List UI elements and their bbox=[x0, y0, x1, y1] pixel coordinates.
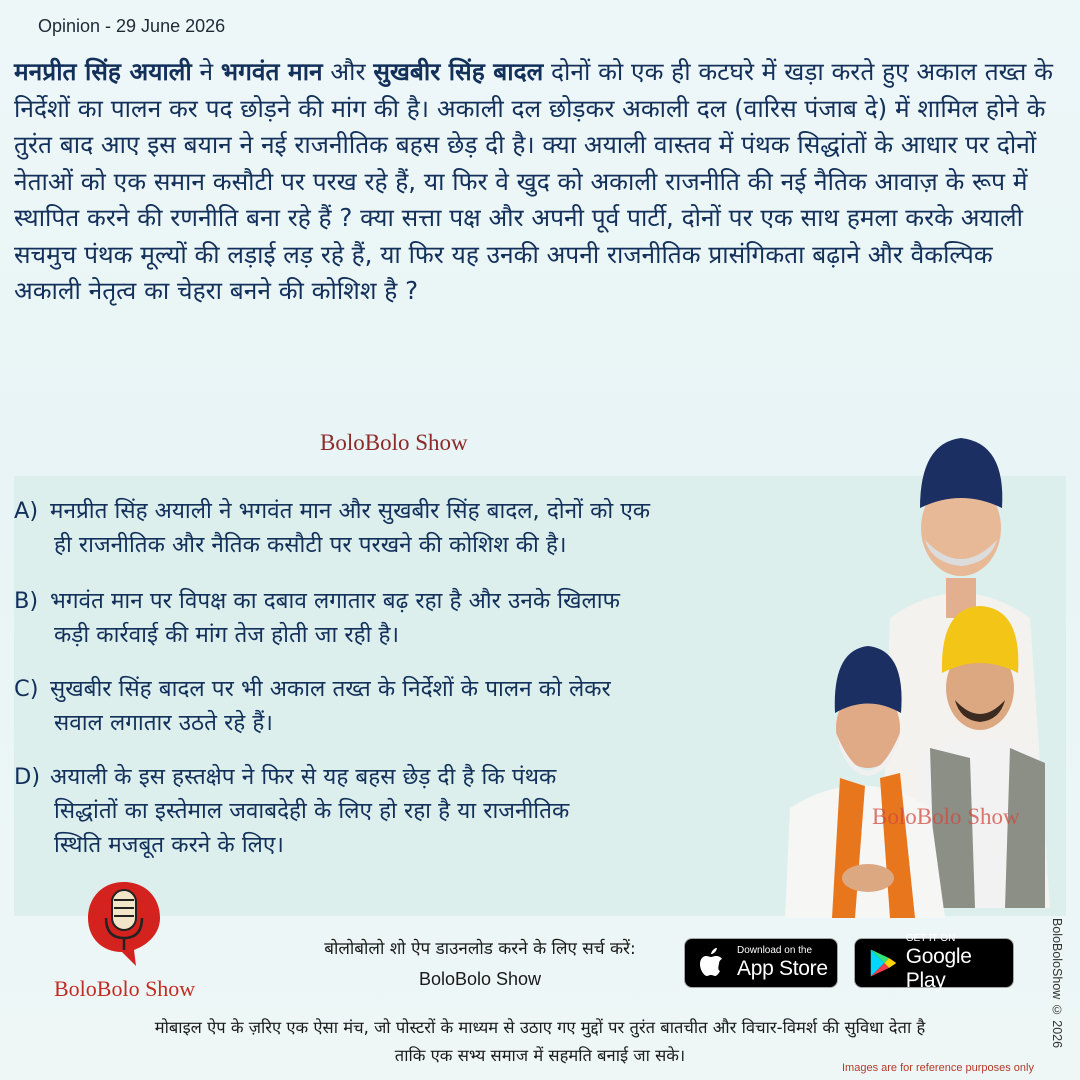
paragraph-text: और bbox=[322, 57, 374, 86]
watermark-text: BoloBolo Show bbox=[872, 804, 1020, 829]
option-line: ही राजनीतिक और नैतिक कसौटी पर परखने की कोशिश की है। bbox=[54, 532, 567, 558]
option-line: कड़ी कार्रवाई की मांग तेज होती जा रही है। bbox=[54, 622, 400, 648]
post-date-label: Opinion - 29 June 2026 bbox=[38, 16, 226, 36]
disclaimer-text: Images are for reference purposes only bbox=[842, 1062, 1034, 1074]
option-d bbox=[14, 760, 894, 862]
google-play-button[interactable] bbox=[854, 933, 1014, 992]
option-line: स्थिति मजबूत करने के लिए। bbox=[54, 832, 284, 858]
footer-line: ताकि एक सभ्य समाज में सहमति बनाई जा सके। bbox=[394, 1046, 686, 1065]
option-line: मनप्रीत सिंह अयाली ने भगवंत मान और सुखबीर सिंह बादल, दोनों को एक bbox=[50, 498, 651, 524]
option-letter: C) bbox=[14, 676, 39, 702]
bolobolo-microphone-logo bbox=[84, 878, 164, 968]
apple-icon bbox=[693, 943, 733, 983]
app-store-button[interactable] bbox=[684, 938, 838, 988]
watermark-text: BoloBolo Show bbox=[320, 430, 468, 455]
download-app-name: BoloBolo Show bbox=[418, 969, 542, 989]
option-letter: A) bbox=[14, 498, 39, 524]
option-line: भगवंत मान पर विपक्ष का दबाव लगातार बढ़ रहा है और उनके खिलाफ bbox=[50, 588, 620, 614]
app-store-big: App Store bbox=[737, 957, 828, 980]
name-mann: भगवंत मान bbox=[220, 57, 323, 86]
footer-line: मोबाइल ऐप के ज़रिए एक ऐसा मंच, जो पोस्टरों के माध्यम से उठाए गए मुद्दों पर तुरंत बातचीत और विचार-विमर्श की सुविधा देता है bbox=[154, 1018, 926, 1037]
option-line: अयाली के इस हस्तक्षेप ने फिर से यह बहस छेड़ दी है कि पंथक bbox=[50, 764, 557, 790]
option-a bbox=[14, 494, 894, 562]
brand-logo-text: BoloBolo Show bbox=[54, 976, 196, 1001]
option-line: सुखबीर सिंह बादल पर भी अकाल तख्त के निर्देशों के पालन को लेकर bbox=[50, 676, 611, 702]
opinion-paragraph bbox=[14, 54, 1064, 310]
google-play-small: GET IT ON bbox=[905, 933, 956, 944]
name-badal: सुखबीर सिंह बादल bbox=[373, 57, 544, 86]
paragraph-text: ने bbox=[191, 57, 221, 86]
option-letter: B) bbox=[14, 588, 39, 614]
google-play-icon bbox=[865, 945, 900, 981]
download-hint-text: बोलोबोलो शो ऐप डाउनलोड करने के लिए सर्च करें: bbox=[324, 939, 636, 959]
politicians-illustration bbox=[780, 428, 1070, 918]
paragraph-text: दोनों को एक ही कटघरे में खड़ा करते हुए अकाल तख्त के निर्देशों का पालन कर पद छोड़ने की मांग की है। अकाली दल छोड़कर अकाली दल (वारिस पंजाब दे) में शामिल होने के तुरंत बाद आए इस बयान ने नई राजनीतिक बहस छेड़ दी है। क्या अयाली वास्तव में पंथक सिद्धांतों के आधार पर दोनों नेताओं को एक समान कसौटी पर परख रहे हैं, या फिर वे खुद को अकाली राजनीति की नई नैतिक आवाज़ के रूप में स्थापित करने की रणनीति बना रहे हैं ? क्या सत्ता पक्ष और अपनी पूर्व पार्टी, दोनों पर एक साथ हमला करके अयाली सचमुच पंथक मूल्यों की लड़ाई लड़ रहे हैं, या फिर यह उनकी अपनी राजनीतिक प्रासंगिकता बढ़ाने और वैकल्पिक अकाली नेतृत्व का चेहरा बनने की कोशिश है ? bbox=[14, 57, 1053, 305]
option-line: सिद्धांतों का इस्तेमाल जवाबदेही के लिए हो रहा है या राजनीतिक bbox=[54, 798, 570, 824]
google-play-big: Google Play bbox=[905, 945, 972, 992]
option-line: सवाल लगातार उठते रहे हैं। bbox=[54, 710, 273, 736]
app-store-small: Download on the bbox=[737, 945, 813, 956]
option-c bbox=[14, 672, 894, 740]
name-ayali: मनप्रीत सिंह अयाली bbox=[14, 57, 192, 86]
download-hint bbox=[290, 934, 670, 994]
copyright-text: BoloBoloShow © 2026 bbox=[1050, 918, 1064, 1049]
option-b bbox=[14, 584, 894, 652]
option-letter: D) bbox=[14, 764, 41, 790]
